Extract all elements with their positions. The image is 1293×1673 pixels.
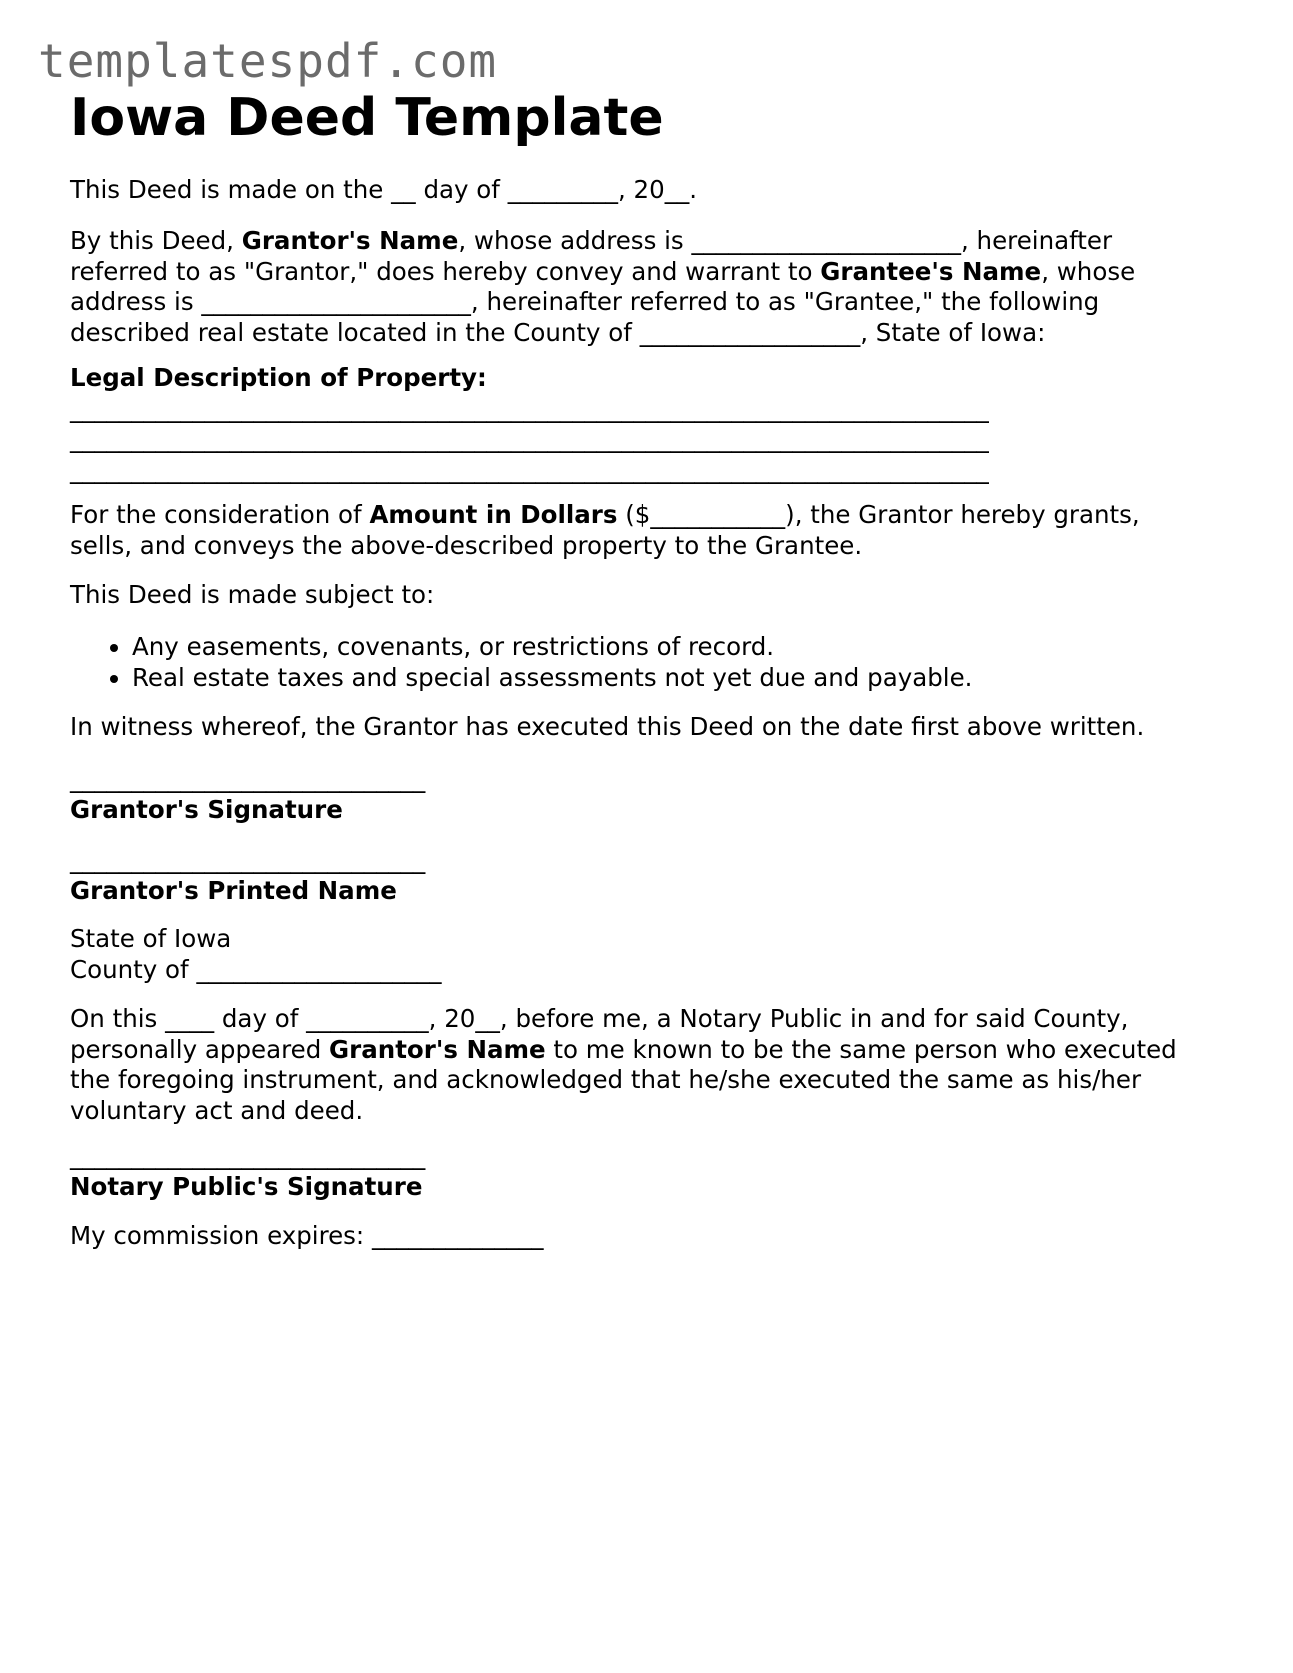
consideration-line-2: sells, and conveys the above-described property to the Grantee.: [70, 530, 863, 560]
grantor-name-placeholder: Grantor's Name: [241, 226, 459, 255]
grantor-printed-name-line: _____________________________: [70, 845, 426, 874]
grantor-signature-label: Grantor's Signature: [70, 794, 343, 824]
notary-ack-line-2: personally appeared Grantor's Name to me known to be the same person who executed: [70, 1034, 1177, 1064]
conveyance-line-1: By this Deed, Grantor's Name, whose address is ______________________, hereinafter: [70, 226, 1113, 255]
notary-signature-line: _____________________________: [70, 1141, 426, 1170]
grantor-signature-block: [70, 764, 1230, 825]
conveyance-line-2: referred to as "Grantor," does hereby convey and warrant to Grantee's Name, whose: [70, 256, 1136, 286]
legal-description-line-3: ___________________________________________________________________________: [70, 454, 989, 484]
grantor-name-placeholder: Grantor's Name: [329, 1034, 546, 1064]
grantor-printed-name-block: [70, 845, 1230, 906]
venue-block: [70, 924, 1230, 985]
notary-signature-block: [70, 1141, 1230, 1202]
venue-county: County of ____________________: [70, 954, 442, 984]
watermark: templatespdf.com: [38, 34, 498, 88]
notary-ack-line-1: On this ____ day of __________, 20__, before me, a Notary Public in and for said County,: [70, 1004, 1129, 1033]
subject-to-list-wrapper: [70, 632, 1230, 693]
consideration-line-1: For the consideration of Amount in Dollars ($___________), the Grantor hereby grants,: [70, 500, 1140, 529]
page-title: Iowa Deed Template: [70, 88, 664, 148]
notary-signature-label: Notary Public's Signature: [70, 1171, 423, 1201]
venue-state: State of Iowa: [70, 924, 232, 953]
grantor-printed-name-label: Grantor's Printed Name: [70, 875, 397, 905]
legal-description-section: [70, 363, 1230, 485]
legal-description-line-1: ___________________________________________________________________________: [70, 393, 989, 423]
amount-placeholder: Amount in Dollars: [369, 500, 618, 529]
list-item: • Real estate taxes and special assessments not yet due and payable.: [132, 663, 1230, 694]
grantor-signature-line: _____________________________: [70, 764, 426, 793]
intro-paragraph: This Deed is made on the __ day of _________, 20__.: [70, 175, 697, 204]
notary-ack-line-4: voluntary act and deed.: [70, 1095, 364, 1125]
conveyance-line-4: described real estate located in the County of __________________, State of Iowa:: [70, 317, 1046, 347]
conveyance-paragraph: [70, 226, 1230, 348]
notary-ack-line-3: the foregoing instrument, and acknowledged that he/she executed the same as his/her: [70, 1065, 1142, 1094]
notary-acknowledgment-paragraph: [70, 1004, 1230, 1126]
subject-to-heading: This Deed is made subject to:: [70, 580, 435, 609]
consideration-paragraph: [70, 500, 1230, 561]
legal-description-line-2: ___________________________________________________________________________: [70, 424, 989, 453]
list-item: • Any easements, covenants, or restrictions of record.: [132, 632, 1230, 663]
legal-description-heading: Legal Description of Property:: [70, 363, 487, 392]
commission-expires: My commission expires: ______________: [70, 1221, 544, 1250]
witness-paragraph: In witness whereof, the Grantor has executed this Deed on the date first above written.: [70, 712, 1145, 741]
grantee-name-placeholder: Grantee's Name: [820, 256, 1042, 286]
conveyance-line-3: address is ______________________, hereinafter referred to as "Grantee," the following: [70, 287, 1100, 316]
subject-to-list: [70, 632, 1230, 693]
